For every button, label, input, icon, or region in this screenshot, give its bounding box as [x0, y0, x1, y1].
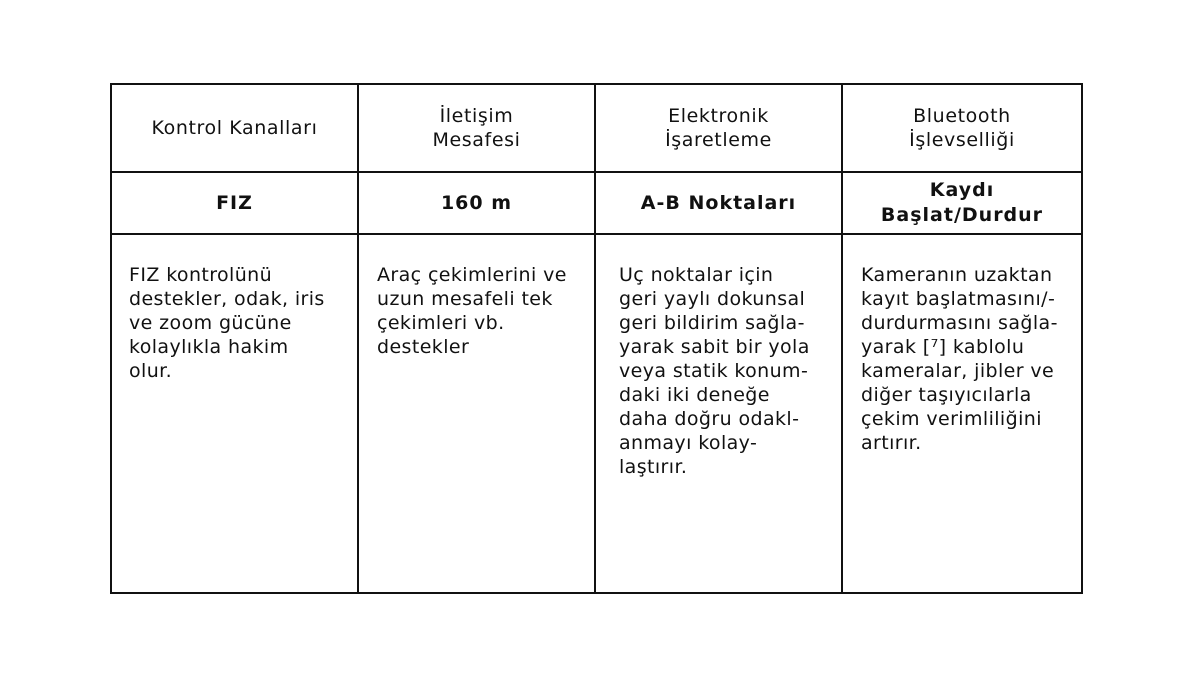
table-value-row — [111, 172, 1082, 234]
header-electronic-marking — [595, 84, 842, 172]
description-communication-range — [358, 234, 595, 593]
table-description-row — [111, 234, 1082, 593]
value-label: A-B Noktaları — [640, 191, 797, 214]
value-bluetooth-functionality — [842, 172, 1082, 234]
value-label: Kaydı Başlat/Durdur — [880, 179, 1044, 226]
header-communication-range — [358, 84, 595, 172]
header-label: İletişim Mesafesi — [432, 105, 521, 151]
description-text: Araç çekimlerini ve uzun mesafeli tek çekimleri vb. destekler — [377, 264, 567, 358]
description-bluetooth-functionality — [842, 234, 1082, 593]
value-electronic-marking — [595, 172, 842, 234]
feature-spec-table — [110, 83, 1083, 594]
value-label: FIZ — [216, 191, 253, 214]
header-control-channels — [111, 84, 358, 172]
header-label: Kontrol Kanalları — [151, 117, 318, 139]
description-text: Kameranın uzaktan kayıt başlatmasını/- durdurmasını sağla- yarak [⁷] kablolu kameralar, jibler ve diğer taşıyıcılarla çekim verimliliğini artırır. — [861, 264, 1058, 454]
header-bluetooth-functionality — [842, 84, 1082, 172]
description-electronic-marking — [595, 234, 842, 593]
description-control-channels — [111, 234, 358, 593]
description-text: Uç noktalar için geri yaylı dokunsal geri bildirim sağla- yarak sabit bir yola veya statik konum- daki iki deneğe daha doğru odakl- anmayı kolay- laştırır. — [619, 264, 810, 478]
description-text: FIZ kontrolünü destekler, odak, iris ve zoom gücüne kolaylıkla hakim olur. — [129, 264, 325, 382]
value-control-channels — [111, 172, 358, 234]
header-label: Elektronik İşaretleme — [665, 105, 772, 151]
value-label: 160 m — [440, 191, 513, 214]
table-header-row — [111, 84, 1082, 172]
value-communication-range — [358, 172, 595, 234]
header-label: Bluetooth İşlevselliği — [909, 105, 1015, 151]
